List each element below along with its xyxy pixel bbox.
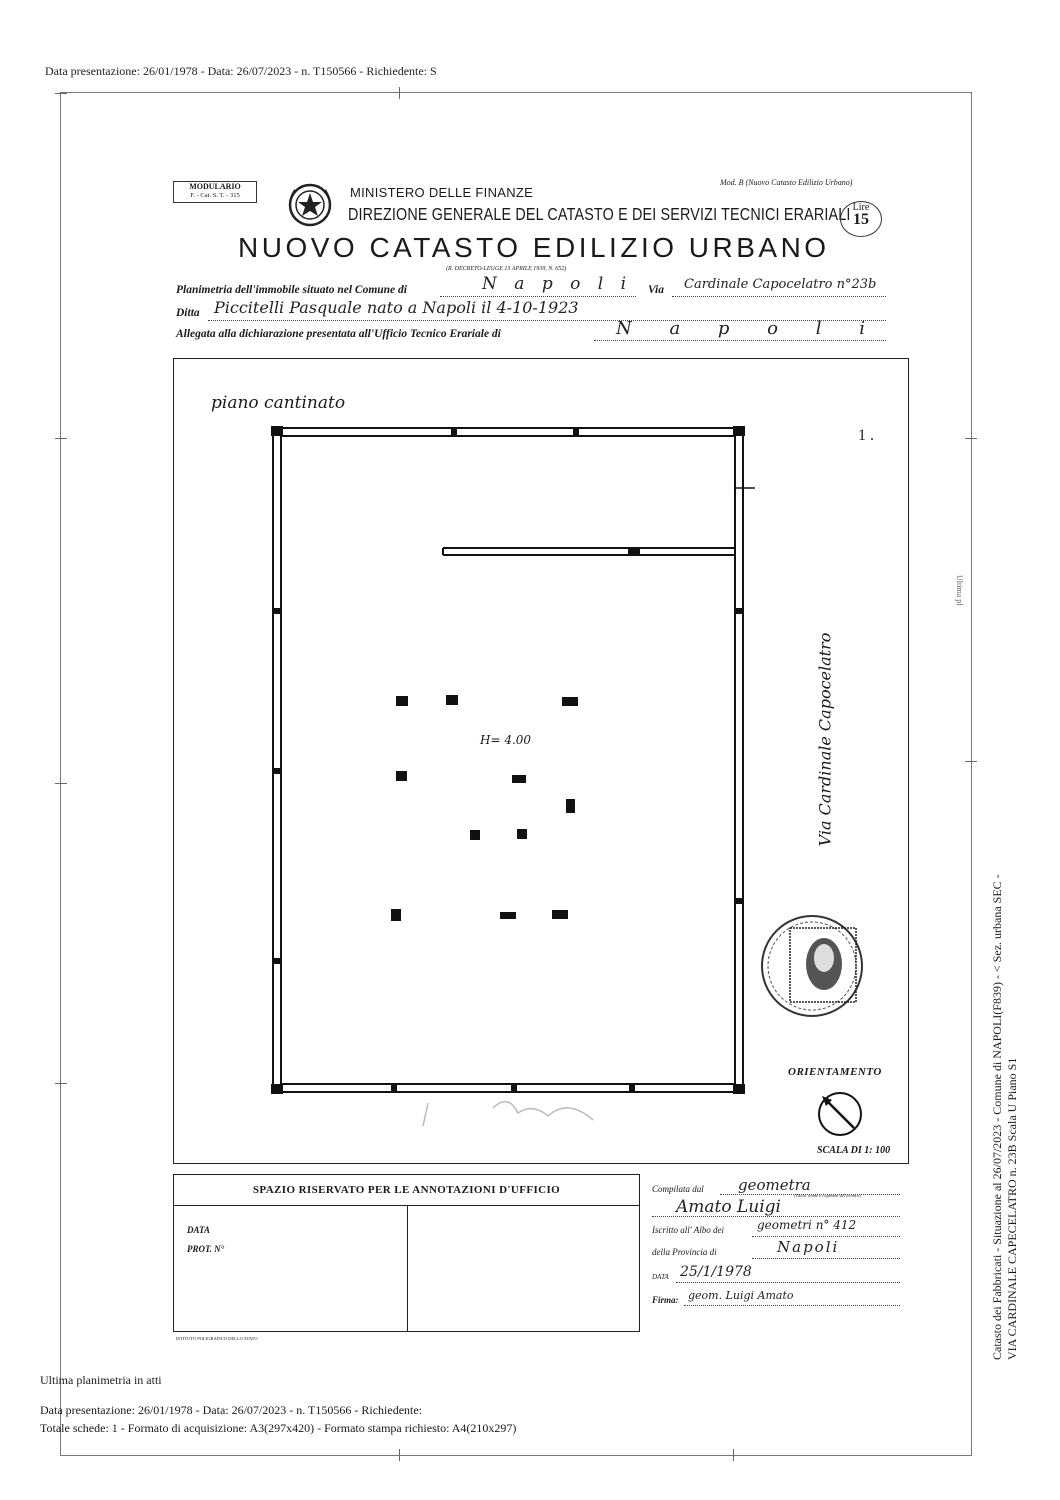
annotations-box <box>173 1174 640 1332</box>
mod-b-label: Mod. B (Nuovo Catasto Edilizio Urbano) <box>720 178 853 187</box>
decreto-note: (R. DECRETO-LEGGE 13 APRILE 1939, N. 652) <box>446 266 567 272</box>
compilata-titolo: geometra <box>738 1176 811 1194</box>
ultima-planimetria: Ultima planimetria in atti <box>40 1373 162 1387</box>
lire-value: 15 <box>853 211 869 228</box>
modulario-box <box>173 181 257 203</box>
floor-label: piano cantinato <box>211 393 346 413</box>
modulario-title: MODULARIO <box>189 182 241 191</box>
document-title: NUOVO CATASTO EDILIZIO URBANO <box>238 232 830 263</box>
via-value: Cardinale Capocelatro n°23b <box>684 277 877 292</box>
firma-signature: geom. Luigi Amato <box>688 1289 794 1302</box>
ministero-heading: MINISTERO DELLE FINANZE <box>350 185 534 200</box>
footer-line-1: Data presentazione: 26/01/1978 - Data: 26/07/2023 - n. T150566 - Richiedente: <box>40 1403 423 1417</box>
firma-label: Firma: <box>652 1295 679 1305</box>
lire-label: Lire <box>852 202 870 213</box>
data-compilata-value: 25/1/1978 <box>680 1264 752 1280</box>
compilata-hint: (Titolo, nome e cognome del tecnico) <box>794 1193 861 1198</box>
ditta-value: Piccitelli Pasquale nato a Napoli il 4-10-1923 <box>214 298 579 317</box>
iscritto-label: Iscritto all' Albo dei <box>652 1225 725 1235</box>
data-compilata-label: DATA <box>652 1273 669 1281</box>
lire-stamp <box>840 201 882 237</box>
allegata-label: Allegata alla dichiarazione presentata all'Ufficio Tecnico Erariale di <box>176 328 501 340</box>
vertical-line-2: VIA CARDINALE CAPECELATRO n. 23B Scala U Piano S1 <box>1005 1057 1019 1360</box>
street-label-text: Via Cardinale Capocelatro <box>815 632 835 847</box>
footer-line-2: Totale schede: 1 - Formato di acquisizione: A3(297x420) - Formato stampa richiesto: A4(210x297) <box>40 1421 517 1435</box>
provincia-value: Napoli <box>777 1238 840 1256</box>
height-label: H= 4.00 <box>480 733 532 747</box>
north-arrow-icon <box>814 1090 866 1138</box>
scale-label: SCALA DI 1: 100 <box>817 1145 891 1156</box>
ufficio-value: N a p o l i <box>616 318 881 339</box>
via-label: Via <box>648 284 664 296</box>
orientamento-label: ORIENTAMENTO <box>788 1066 882 1078</box>
sheet-number: 1 . <box>858 427 874 444</box>
compilata-nome: Amato Luigi <box>676 1197 781 1217</box>
compilata-label: Compilata dal <box>652 1184 704 1194</box>
street-label <box>815 632 835 847</box>
comune-value: N a p o l i <box>482 274 633 294</box>
data-label: DATA <box>187 1225 211 1235</box>
italian-emblem-icon <box>285 180 335 230</box>
floor-plan <box>173 358 907 1162</box>
header-line: Data presentazione: 26/01/1978 - Data: 26/07/2023 - n. T150566 - Richiedente: S <box>45 64 437 78</box>
istituto-imprint: ISTITUTO POLIGRAFICO DELLO STATO <box>176 1336 258 1341</box>
modulario-code: F. - Cat. S. T. - 315 <box>190 192 240 199</box>
compilata-section <box>640 1174 908 1330</box>
bleed-text: Ultima pl <box>955 575 964 606</box>
direzione-heading: DIREZIONE GENERALE DEL CATASTO E DEI SERVIZI TECNICI ERARIALI <box>348 204 851 224</box>
albo-value: geometri n° 412 <box>757 1218 857 1232</box>
ditta-label: Ditta <box>176 307 200 319</box>
prot-label: PROT. N° <box>187 1244 225 1254</box>
provincia-label: della Provincia di <box>652 1247 717 1257</box>
official-stamp-icon <box>758 912 866 1020</box>
planimetria-label: Planimetria dell'immobile situato nel Comune di <box>176 284 407 296</box>
vertical-line-1: Catasto dei Fabbricati - Situazione al 26/07/2023 - Comune di NAPOLI(F839) - < Sez. urbana SEC - <box>990 874 1004 1360</box>
annotations-title: SPAZIO RISERVATO PER LE ANNOTAZIONI D'UFFICIO <box>174 1175 639 1206</box>
